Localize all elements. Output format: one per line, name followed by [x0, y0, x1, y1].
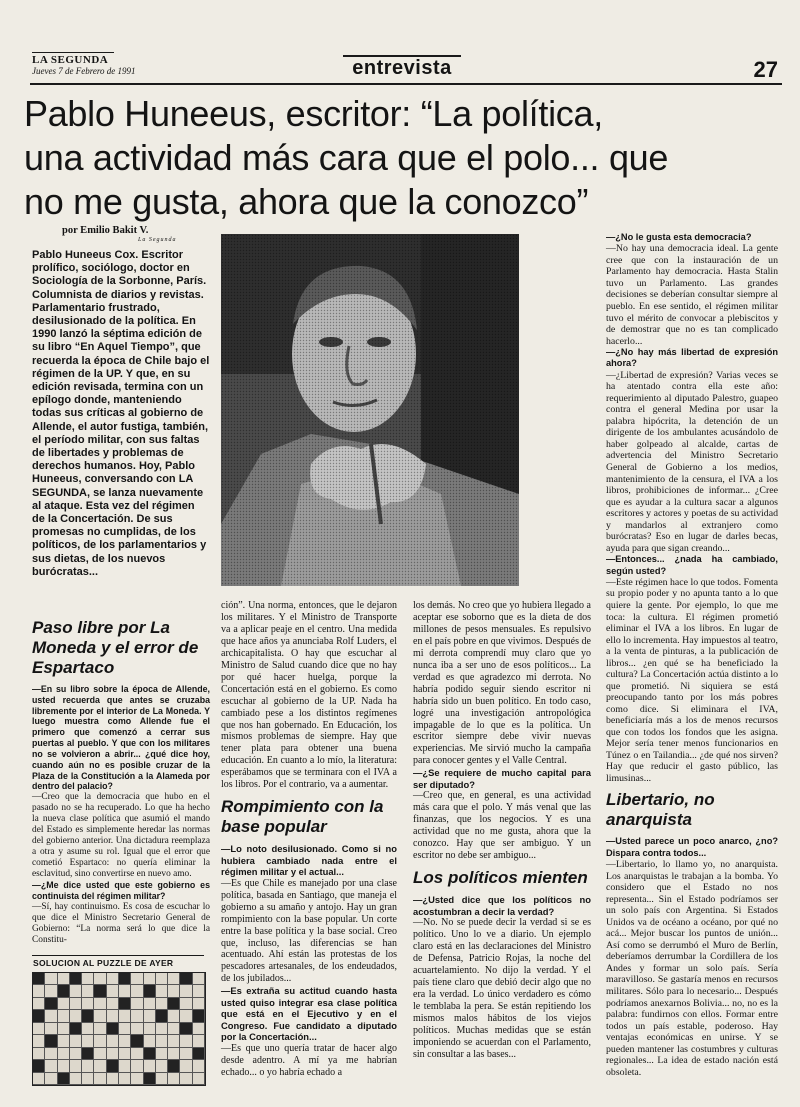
issue-date: Jueves 7 de Febrero de 1991	[32, 66, 136, 76]
headline-line-1: Pablo Huneeus, escritor: “La política,	[24, 93, 603, 134]
byline: por Emilio Bakit V.	[62, 225, 149, 236]
answer-6: los demás. No creo que yo hubiera llegado a aceptar ese soborno que es la dieta de dos millones de pesos mensuales. Es repulsivo en el país pobre en que vivimos. Después de mi derrota comprendí muy claro que yo nunca iba a ser uno de esos políticos... La verdad es que agradezco mi derrota. No habría podido seguir siendo escritor ni habría sido un buen político. En todo caso, logré una investigación antropológica impagable de lo que es la política. Un escritor siempre debe vivir nuevas experiencias. Me sirvió mucho la campaña para conocer gentes y el Valle Central.	[413, 600, 591, 767]
answer-3: ción”. Una norma, entonces, que le dejaron los militares. Y el Ministro de Transporte va a aplicar peaje en el centro. Una medida que hace años ya anunciaba Rolf Luders, el archicapitalista. O hay que escuchar al Ministro de Salud cuando dice que no hay por qué hacer huelga, porque la Concertación está en el gobierno. Es como escuchar al gobierno de la UP. Nada ha cambiado pese a los distintos regímenes que nos han gobernado. En Educación, los mismos problemas de siempre. Hay que tener plata para obtener una buena educación. En cuanto a lo mío, la literatura: esperábamos que se terminara con el IVA a los libros. Por el contrario, va a aumentar.	[221, 600, 397, 791]
subhead-libertario: Libertario, no anarquista	[606, 790, 715, 830]
subhead-rompimiento: Rompimiento con la base popular	[221, 797, 384, 837]
answer-5: —Es que uno quería tratar de hacer algo desde adentro. A mí ya me habrían echado... o yo habría echado a	[221, 1042, 397, 1078]
newspaper-name: LA SEGUNDA	[32, 54, 109, 66]
headline-line-3: no me gusta, ahora que la conozco”	[24, 181, 589, 222]
byline-source: La Segunda	[138, 237, 177, 243]
section-name: entrevista	[352, 57, 452, 79]
answer-7: —Creo que, en general, es una actividad más cara que el polo. Y más venal que las finanzas, que los negocios. Y es una actividad que no me gusta, ahora que la conozco. Hay que ser ambiguo. Y un escritor no debe ser ambiguo...	[413, 790, 591, 862]
masthead-rule-top	[32, 52, 114, 53]
subhead-paso-libre: Paso libre por La Moneda y el error de Espartaco	[32, 618, 199, 677]
answer-10: —¿Libertad de expresión? Varias veces se ha atentado contra ella este año: requerimiento al diputado Palestro, guapeo contra el general Medina por usar la palabra hipócrita, la detención de un dirigente de los ambulantes acusándolo de haber golpeado al alcalde, cartas de advertencia del Ministro Secretario General de Gobierno a los medios, mantenimiento de la censura, el IVA a los libros, prohibiciones de informar... ¿Cree que es ayudar a la cultura sacar a algunos escritores y actores y poetas de su actividad y mandarlos al extranjero como burócratas? Eso en lugar de darles becas, ayuda para que sigan creando...	[606, 369, 778, 554]
headline-line-2: una actividad más cara que el polo... que	[24, 137, 669, 178]
portrait-photo	[221, 234, 519, 586]
question-8: —¿No hay más libertad de expresión ahora?	[606, 347, 778, 369]
answer-1: —Creo que la democracia que hubo en el pasado no se ha recuperado. Lo que ha hecho la nueva clase política que asumió el mando del Estado es simplemente heredar las normas del gobierno anterior. Una dictadura reemplaza a otra y asume su rol. Igual que el error que cometió Espartaco: no quería eliminar la esclavitud, sino convertirse en nuevo amo.	[32, 792, 210, 880]
answer-8: —No. No se puede decir la verdad si se es político. Uno lo ve a diario. Un ejemplo claro está en las declaraciones del Ministro de Defensa, Patricio Rojas, la noche del acuartelamiento. No dijo la verdad. Y el país tiene claro que debió decir algo que no era la verdad. Lo único verdadero es cómo le temblaba la pera. Se están repitiendo los mismos malos hábitos de los viejos políticos. Muchas medidas que se están imponiendo se acuerdan con el Parlamento, sin consultar a las bases...	[413, 917, 591, 1060]
lead-paragraph: Pablo Huneeus Cox. Escritor prolífico, sociólogo, doctor en Sociología de la Sorbonne, París. Columnista de diarios y revistas. Parlamentario frustrado, desilusionado de la política. En 1990 lanzó la séptima edición de su libro “En Aquel Tiempo”, que recuerda la época de Chile bajo el régimen de la UP. Y que, en su edición revisada, termina con un epílogo donde, manteniendo todas sus críticas al gobierno de Allende, el autor fustiga, también, el período militar, con sus faltas de libertades y problemas de derechos humanos. Hoy, Pablo Huneeus, conversando con LA SEGUNDA, se lanza nuevamente al ataque. Esta vez del régimen de la Concertación. De sus promesas no cumplidas, de los políticos, de los parlamentarios y sus dietas, de los nuevos burócratas...	[32, 249, 210, 578]
question-3: —Lo noto desilusionado. Como si no hubiera cambiado nada entre el régimen militar y el actual...	[221, 843, 397, 878]
column-3	[413, 600, 591, 1061]
answer-2: —Sí, hay continuismo. Es cosa de escuchar lo que dice el Ministro Secretario General de Gobierno: “La norma será lo que dice la Constitu-	[32, 901, 210, 945]
column-4	[606, 232, 778, 1078]
answer-11: —Este régimen hace lo que todos. Fomenta su propio poder y no apunta tanto a lo que quiere la gente. Por ejemplo, lo que me toca: la cultura. El régimen prometió eliminar el IVA a los libros. En lugar de ello lo incrementa. Hay impuestos al teatro, a la venta de pinturas, a la publicación de libros... ¿en qué se ha beneficiado la cultura? La Concertación actúa distinto a lo que prometió. Ni siquiera se está preocupando tanto por los más pobres como dice. Si eliminara el IVA, beneficiaría más a los de menos recursos que con todos los fondos que les asigna. Mejor sería tener menos funcionarios en Túnez o en Tailandia... ¿de qué nos sirven? Hay que reducir el gasto público, las limusinas...	[606, 576, 778, 784]
question-6: —¿Usted dice que los políticos no acostumbran a decir la verdad?	[413, 894, 591, 917]
question-9: —Entonces... ¿nada ha cambiado, según usted?	[606, 554, 778, 576]
question-2: —¿Me dice usted que este gobierno es continuista del régimen militar?	[32, 880, 210, 901]
answer-12: —Libertario, lo llamo yo, no anarquista. Los anarquistas le trabajan a la bomba. Yo considero que el Estado no nos representa... Sin el Estado podríamos ser un solo país con Argentina. Si Estados Unidos va de océano a océano, por qué no acá... Mejor buscar los puntos de unión... Así como se derrumbó el Muro de Berlín, deberíamos derrumbar la Cordillera de los Andes y formar un solo país. Sería maravilloso. Se gastaría menos en recursos militares. Sólo para lo necesario... Después podríamos anexarnos Bolivia... no, no es la palabra: fundirnos con ellos. Formar entre todos un país estable, poderoso. Hay ventajas económicas en unirse. Y se pueden mantener las costumbres y culturas regionales... La idea de estado nación está obsoleta.	[606, 859, 778, 1078]
question-4: —Es extraña su actitud cuando hasta usted quiso integrar esa clase política que está en el Ejecutivo y en el Congreso. Fue candidato a diputado por la Concertación...	[221, 985, 397, 1043]
column-2	[221, 600, 397, 1079]
question-5: —¿Se requiere de mucho capital para ser diputado?	[413, 767, 591, 790]
answer-4: —Es que Chile es manejado por una clase política, basada en Santiago, que maneja el gobierno a su amaño y antojo. Hay un gran rompimiento con la base popular. Un corte entre la base política y la base social. Creo que, incluso, las diferencias se han acentuado. Ahí están las protestas de los pescadores artesanales, de los endeudados, de los jubilados...	[221, 877, 397, 985]
question-7: —¿No le gusta esta democracia?	[606, 232, 752, 242]
page-number: 27	[753, 57, 778, 82]
portrait-illustration	[221, 234, 519, 586]
answer-9: —No hay una democracia ideal. La gente cree que con la instauración de un Parlamento hay democracia. Hasta Stalin tuvo un Parlamento. Las grandes decisiones se deberían consultar siempre al pueblo. En ese sentido, el régimen militar tuvo el mérito de convocar a plebiscitos y de demostrar que no es tan complicado hacerlo...	[606, 243, 778, 347]
subhead-politicos-mienten: Los políticos mienten	[413, 868, 588, 888]
column-1	[32, 612, 210, 946]
puzzle-title: SOLUCION AL PUZZLE DE AYER	[33, 958, 174, 968]
masthead-rule	[30, 83, 782, 85]
puzzle-grid	[32, 972, 206, 1086]
puzzle-rule	[32, 955, 204, 956]
question-10: —Usted parece un poco anarco, ¿no? Dispara contra todos...	[606, 836, 778, 858]
headline	[24, 92, 784, 224]
question-1: —En su libro sobre la época de Allende, usted recuerda que antes se cruzaba libremente por el interior de La Moneda. Y luego muestra como Allende fue el primero que comenzó a cerrar sus puertas al pueblo. Y que con los militares no se volvieron a abrir... ¿qué dice hoy, cuando aún no es posible cruzar de la Plaza de la Constitución a la Alameda por dentro del palacio?	[32, 684, 210, 792]
